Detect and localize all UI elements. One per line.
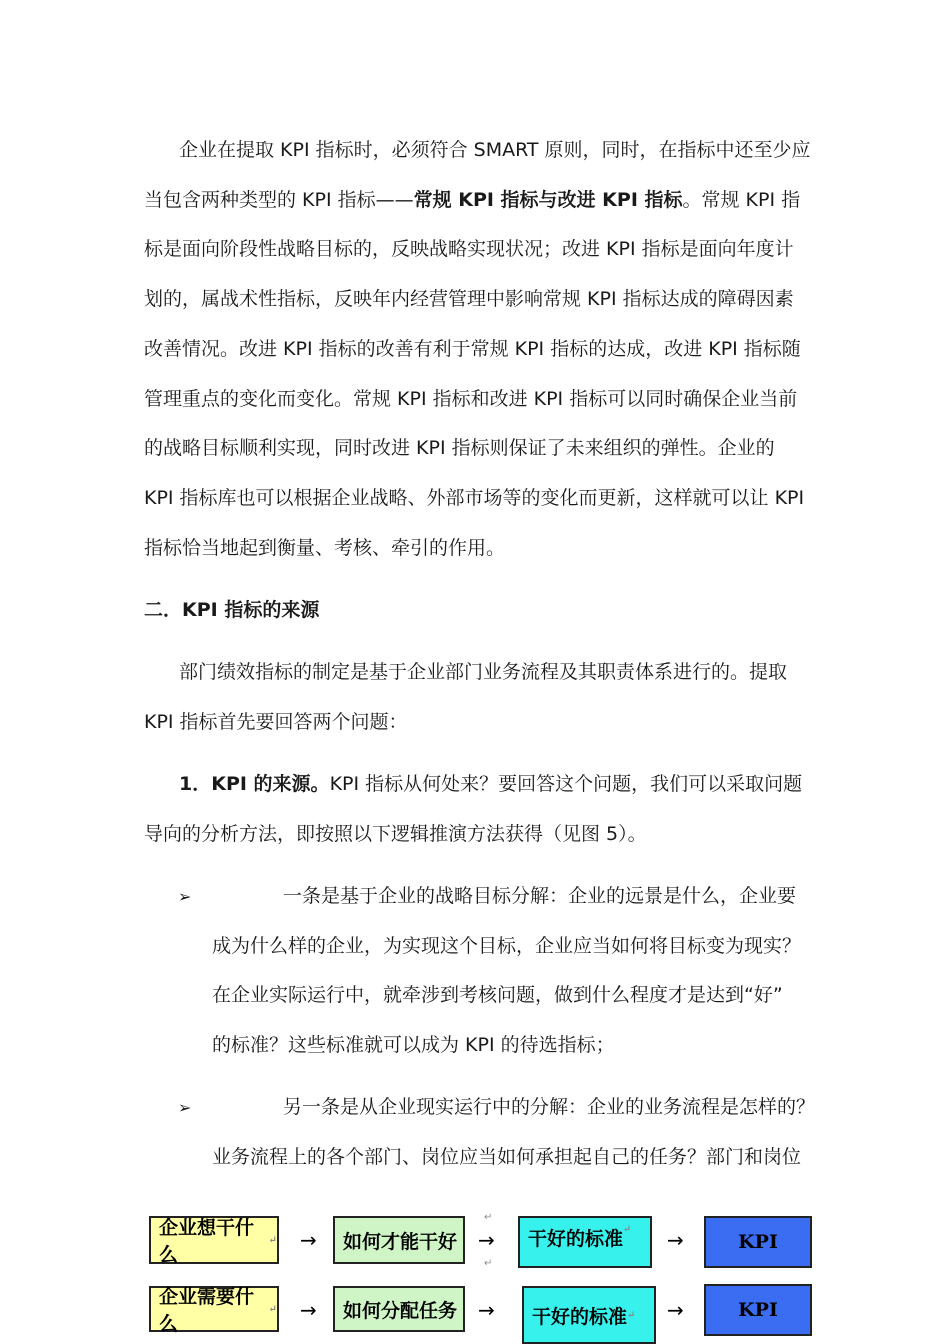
paragraph-line: 标是面向阶段性战略目标的，反映战略实现状况；改进 KPI 指标是面向年度计 [144,238,794,261]
paragraph-line: 1．KPI 的来源。KPI 指标从何处来？要回答这个问题，我们可以采取问题 [179,773,803,795]
paragraph-line: 企业在提取 KPI 指标时，必须符合 SMART 原则，同时，在指标中还至少应 [179,139,811,161]
return-mark: ↵ [484,1212,493,1223]
bullet-line: 的标准？这些标准就可以成为 KPI 的待选指标； [212,1034,615,1057]
paragraph-line: KPI 指标首先要回答两个问题： [144,710,408,733]
bullet-item-strategy [178,872,812,1071]
arrow-right-icon: → [667,1228,684,1252]
paragraph-line: 改善情况。改进 KPI 指标的改善有利于常规 KPI 指标的达成，改进 KPI 指标随 [144,337,801,360]
box-enterprise-want: 企业想干什么 ↵ [149,1216,279,1264]
paragraph-line: KPI 指标库也可以根据企业战略、外部市场等的变化而更新，这样就可以让 KPI [144,486,805,509]
bullet-line: 成为什么样的企业，为实现这个目标，企业应当如何将目标变为现实？ [212,934,802,957]
paragraph-kpi-origin [144,760,808,859]
box-how-to-do-well: 如何才能干好 [333,1216,465,1264]
box-kpi: KPI [704,1216,812,1268]
bullet-line: 在企业实际运行中，就牵涉到考核问题，做到什么程度才是达到“好” [212,984,783,1007]
arrow-right-icon: → [300,1228,317,1252]
bullet-line: 业务流程上的各个部门、岗位应当如何承担起自己的任务？部门和岗位 [212,1145,802,1168]
kpi-derivation-diagram [0,1200,950,1344]
box-kpi: KPI [704,1284,812,1336]
paragraph-line: 部门绩效指标的制定是基于企业部门业务流程及其职责体系进行的。提取 [179,661,788,683]
bullet-arrow-icon: ➢ [178,1098,192,1117]
bold-lead: 1．KPI 的来源。 [179,773,330,795]
bullet-line: 另一条是从企业现实运行中的分解：企业的业务流程是怎样的？ [283,1096,816,1118]
box-how-to-allocate: 如何分配任务 [333,1286,465,1332]
box-enterprise-need: 企业需要什么 ↵ [149,1286,279,1332]
bold-phrase: 常规 KPI 指标与改进 KPI 指标 [413,188,683,211]
arrow-right-icon: → [300,1298,317,1322]
paragraph-kpi-types [144,126,811,573]
paragraph-line: 管理重点的变化而变化。常规 KPI 指标和改进 KPI 指标可以同时确保企业当前 [144,387,798,410]
paragraph-line: 当包含两种类型的 KPI 指标——常规 KPI 指标与改进 KPI 指标。常规 KPI 指 [144,188,801,211]
paragraph-line: 导向的分析方法，即按照以下逻辑推演方法获得（见图 5）。 [144,822,647,845]
box-standard-of-good: 干好的标准 ↵ [518,1216,652,1268]
box-standard-of-good: 干好的标准 ↵ [522,1286,656,1344]
return-mark: ↵ [484,1258,493,1269]
section-heading: 二．KPI 指标的来源 [144,599,320,621]
paragraph-kpi-source-intro [144,648,808,747]
arrow-right-icon: → [667,1298,684,1322]
bullet-line: 一条是基于企业的战略目标分解：企业的远景是什么，企业要 [283,885,797,907]
arrow-right-icon: → [478,1298,495,1322]
bullet-item-operations [178,1083,816,1182]
arrow-right-icon: → [478,1228,495,1252]
paragraph-line: 划的，属战术性指标，反映年内经营管理中影响常规 KPI 指标达成的障碍因素 [144,288,794,311]
paragraph-line: 指标恰当地起到衡量、考核、牵引的作用。 [144,536,506,559]
bullet-arrow-icon: ➢ [178,887,192,906]
paragraph-line: 的战略目标顺利实现，同时改进 KPI 指标则保证了未来组织的弹性。企业的 [144,437,775,460]
